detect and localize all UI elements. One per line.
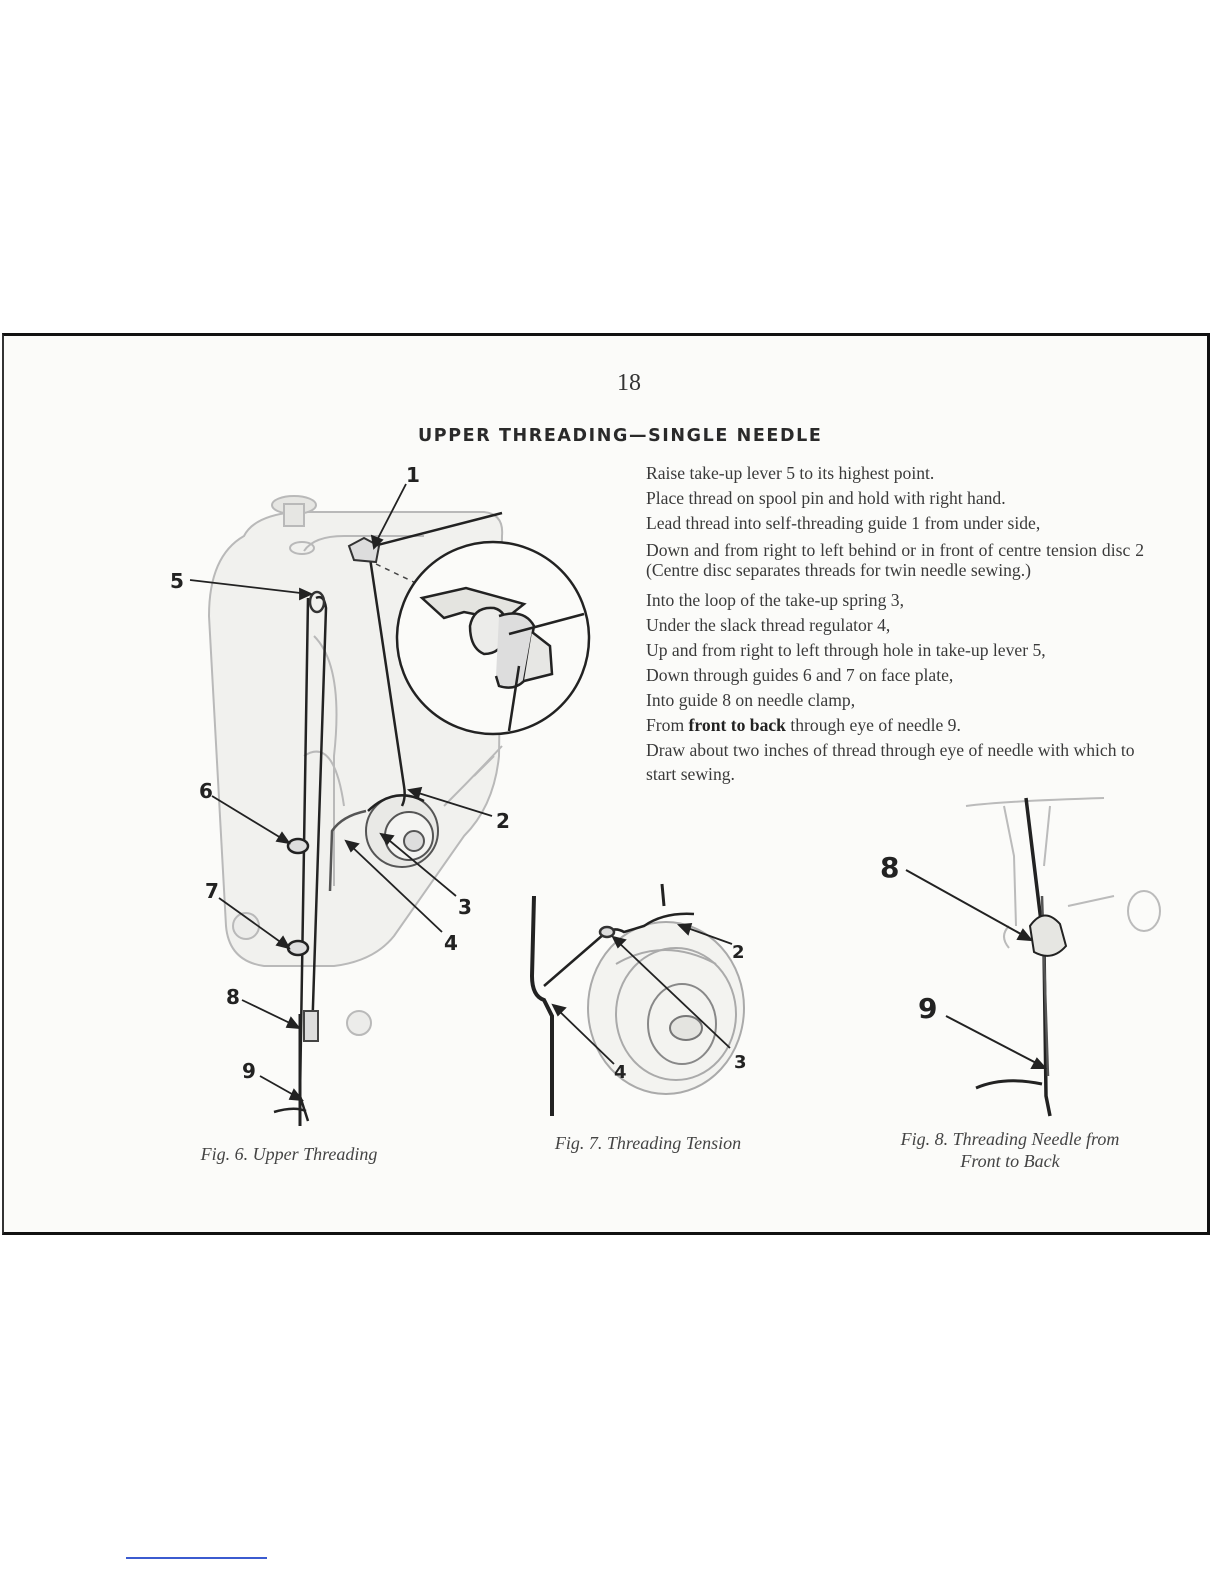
fig8-caption-line: Fig. 8. Threading Needle from [900, 1129, 1120, 1149]
figures-illustration [4, 336, 1210, 1232]
fig8-leader-lines [906, 870, 1045, 1068]
fig6-callout-7: 7 [205, 879, 219, 903]
fig7-callout-4: 4 [614, 1062, 627, 1083]
instruction-step: Under the slack thread regulator 4, [646, 615, 891, 635]
fig6-callout-9: 9 [242, 1059, 256, 1083]
fig8-callout-8: 8 [880, 851, 900, 884]
instruction-step: Lead thread into self-threading guide 1 from under side, [646, 513, 1041, 533]
fig8-needle-bar-illustration [966, 798, 1160, 948]
instruction-step: Into the loop of the take-up spring 3, [646, 590, 904, 610]
section-heading: UPPER THREADING—SINGLE NEEDLE [418, 426, 823, 446]
fig7-tension-illustration [588, 922, 744, 1094]
instruction-step: Down through guides 6 and 7 on face plate, [646, 665, 954, 685]
instruction-step: Down and from right to left behind or in front of centre tension disc 2 (Centre disc separates threads for twin needle sewing.) [646, 540, 1144, 580]
fig6-callout-6: 6 [199, 779, 213, 803]
fig7-callout-3: 3 [734, 1052, 747, 1073]
instruction-step: Draw about two inches of thread through eye of needle with which to start sewing. [646, 740, 1135, 784]
fig6-callout-3: 3 [458, 895, 472, 919]
fig6-callout-2: 2 [496, 809, 510, 833]
instruction-step: Up and from right to left through hole in take-up lever 5, [646, 640, 1046, 660]
fig6-callout-1: 1 [406, 463, 420, 487]
fig6-magnified-guide-inset [397, 542, 589, 734]
fig7-callout-2: 2 [732, 942, 745, 963]
instruction-emphasis: front to back [688, 715, 786, 735]
fig6-callout-5: 5 [170, 569, 184, 593]
instruction-step: Raise take-up lever 5 to its highest point. [646, 463, 935, 483]
instruction-text: through eye of needle 9. [790, 715, 961, 735]
instruction-text: From [646, 715, 685, 735]
fig6-callout-4: 4 [444, 931, 458, 955]
manual-page [2, 333, 1210, 1235]
page-number: 18 [617, 370, 641, 396]
fig8-needle-thread [976, 798, 1066, 1116]
instruction-step: Into guide 8 on needle clamp, [646, 690, 856, 710]
fig8-caption [870, 1128, 1150, 1172]
fig8-callout-9: 9 [918, 992, 938, 1025]
fig8-callouts [880, 851, 937, 1025]
fig6-callout-8: 8 [226, 985, 240, 1009]
fig8-caption-line: Front to Back [960, 1151, 1060, 1171]
fig7-caption: Fig. 7. Threading Tension [554, 1133, 742, 1153]
fig6-caption: Fig. 6. Upper Threading [200, 1144, 378, 1164]
instruction-step: Place thread on spool pin and hold with right hand. [646, 488, 1006, 508]
footer-rule [126, 1557, 267, 1559]
